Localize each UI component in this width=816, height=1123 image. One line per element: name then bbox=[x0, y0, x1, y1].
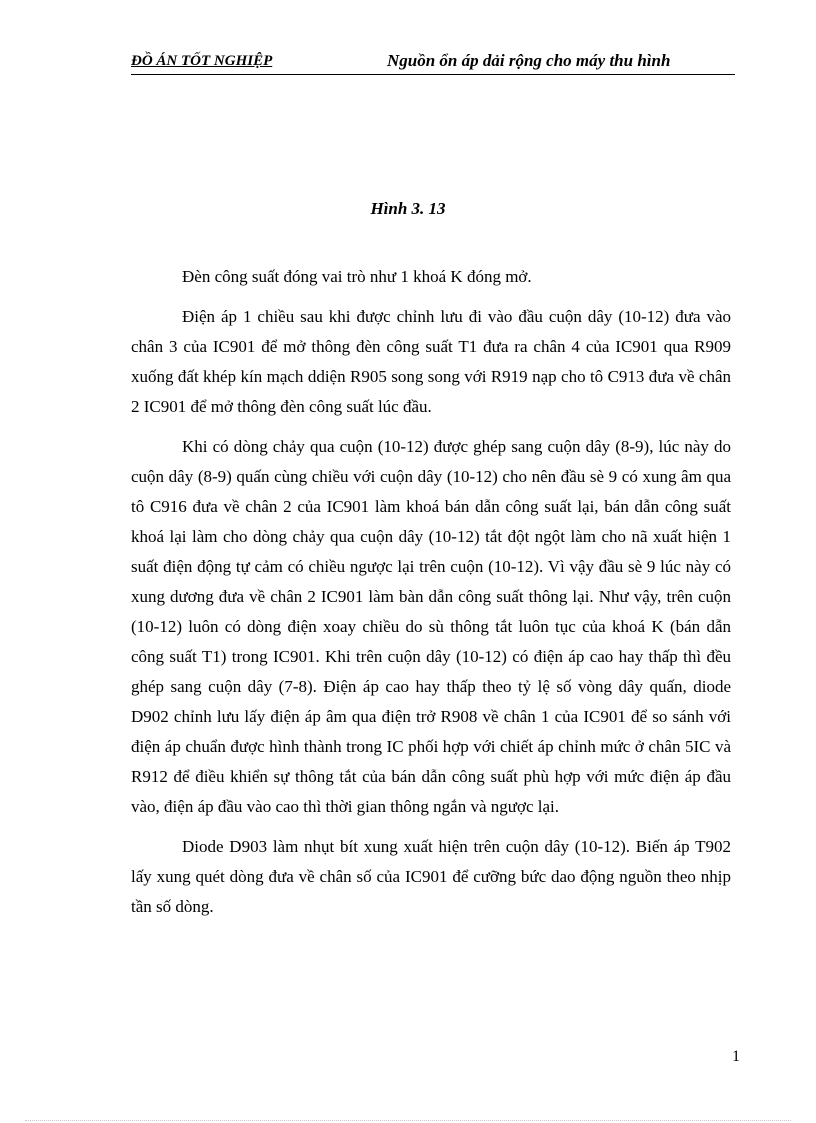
figure-caption: Hình 3. 13 bbox=[370, 199, 446, 218]
page-header bbox=[131, 52, 735, 75]
paragraph-2: Điện áp 1 chiều sau khi được chỉnh lưu đi vào đầu cuộn dây (10-12) đưa vào chân 3 của IC901 để mở thông đèn công suất T1 đưa ra chân 4 của IC901 qua R909 xuống đất khép kín mạch ddiện R905 song song với R919 nạp cho tô C913 đưa về chân 2 IC901 để mở thông đèn công suất lúc đầu. bbox=[131, 307, 731, 416]
page-number: 1 bbox=[732, 1048, 740, 1065]
paragraph-3: Khi có dòng chảy qua cuộn (10-12) được ghép sang cuộn dây (8-9), lúc này do cuộn dây (8-9) quấn cùng chiều với cuộn dây (10-12) cho nên đầu sè 9 có xung âm qua tô C916 đưa về chân 2 của IC901 làm khoá bán dẫn công suất lại, bán dẫn công suất khoá lại làm cho dòng chảy qua cuộn dây (10-12) tắt đột ngột làm cho nã xuất hiện 1 suất điện động tự cảm có chiều ngược lại trên cuộn (10-12). Vì vậy đầu sè 9 lúc này có xung dương đưa về chân 2 IC901 làm bàn dẫn công suất thông lại. Như vậy, trên cuộn (10-12) luôn có dòng điện xoay chiều do sù thông tắt luôn tục của khoá K (bán dẫn công suất T1) trong IC901. Khi trên cuộn dây (10-12) có điện áp cao hay thấp thì đều ghép sang cuộn dây (7-8). Điện áp cao hay thấp theo tỷ lệ số vòng dây quấn, diode D902 chỉnh lưu lấy điện áp âm qua điện trở R908 về chân 1 của IC901 để so sánh với điện áp chuẩn được hình thành trong IC phối hợp với chiết áp chỉnh mức ở chân 5IC và R912 để điều khiển sự thông tắt của bán dẫn công suất phù hợp với mức điện áp đầu vào, điện áp đầu vào cao thì thời gian thông ngắn và ngược lại. bbox=[131, 437, 731, 816]
header-thesis-label: ĐỒ ÁN TỐT NGHIỆP bbox=[131, 53, 273, 69]
body-text bbox=[131, 262, 731, 932]
paragraph-4: Diode D903 làm nhụt bít xung xuất hiện trên cuộn dây (10-12). Biến áp T902 lấy xung quét dòng đưa về chân số của IC901 để cưỡng bức dao động nguồn theo nhịp tần số dòng. bbox=[131, 837, 731, 916]
paragraph-1: Đèn công suất đóng vai trò như 1 khoá K đóng mở. bbox=[182, 267, 532, 286]
header-document-title: Nguồn ổn áp dải rộng cho máy thu hình bbox=[387, 51, 671, 70]
page-bottom-divider bbox=[25, 1120, 791, 1121]
